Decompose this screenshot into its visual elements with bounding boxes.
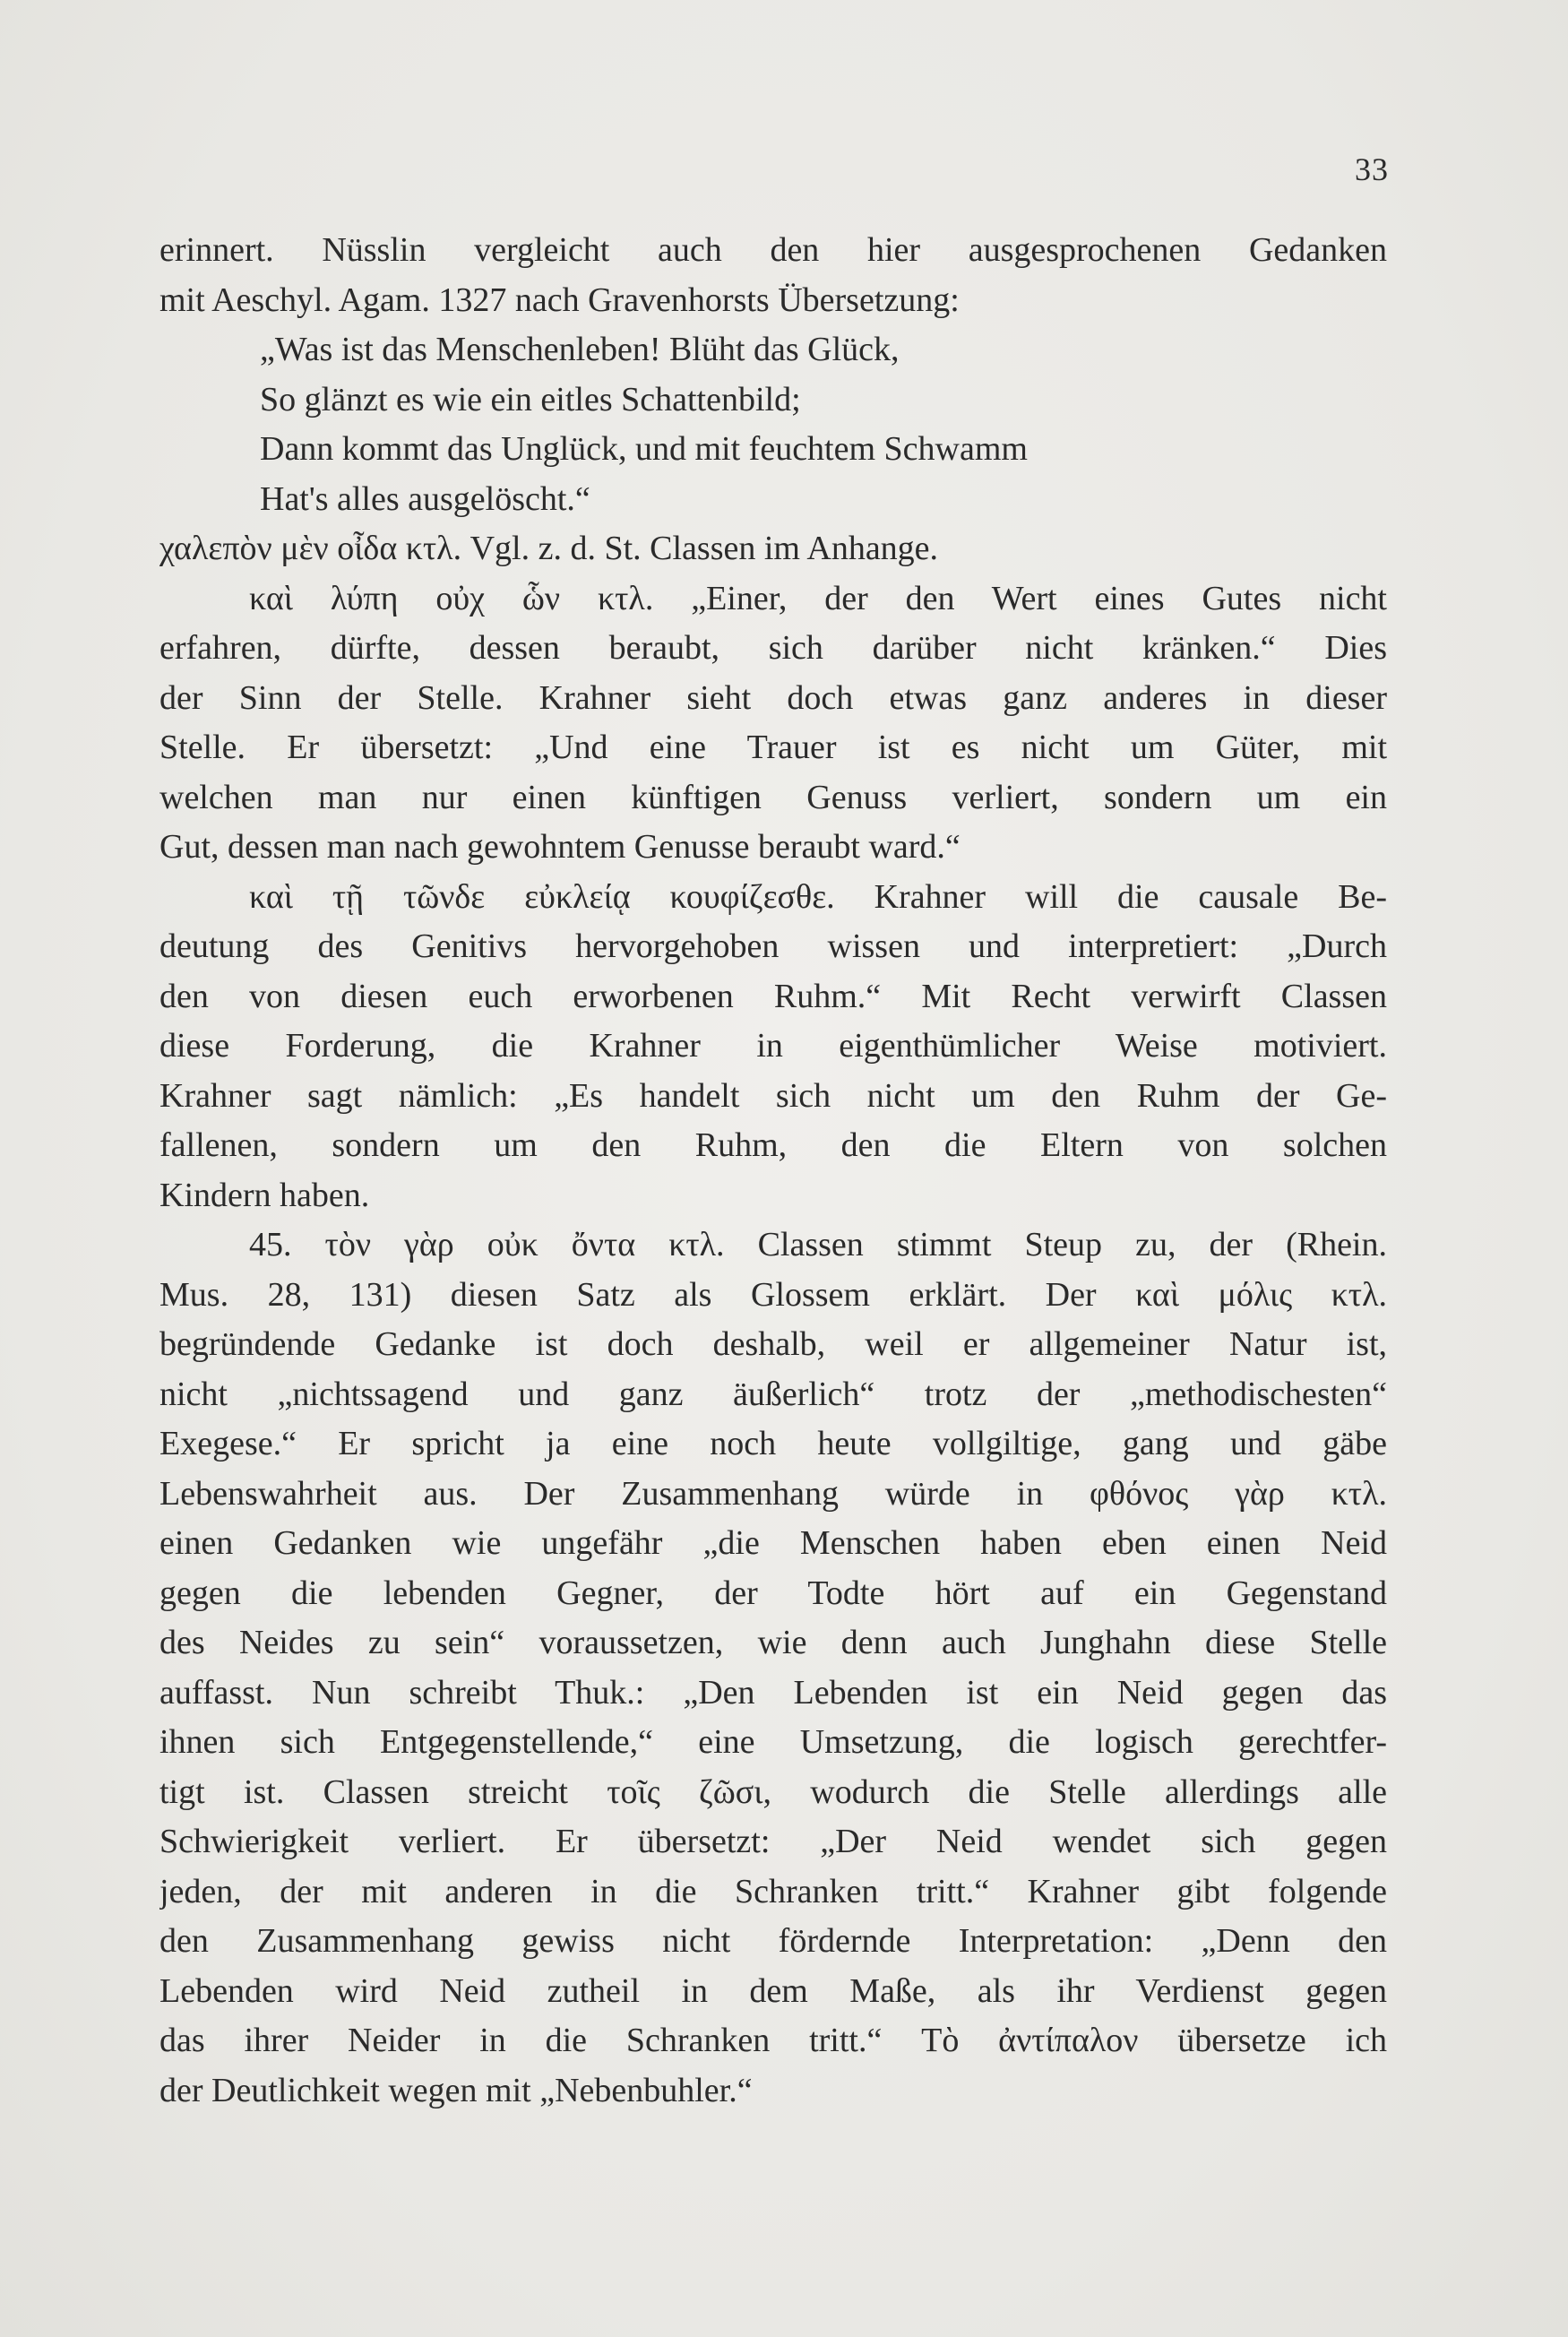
text-line: der Sinn der Stelle. Krahner sieht doch etwas ganz anderes in dieser bbox=[159, 678, 1387, 717]
text-line: Gut, dessen man nach gewohntem Genusse beraubt ward.“ bbox=[159, 828, 961, 866]
text-line: erinnert. Nüsslin vergleicht auch den hier ausgesprochenen Gedanken bbox=[159, 231, 1387, 269]
text-line: χαλεπὸν μὲν οἶδα κτλ. Vgl. z. d. St. Classen im Anhange. bbox=[159, 530, 939, 567]
text-line: gegen die lebenden Gegner, der Todte hört auf ein Gegenstand bbox=[159, 1574, 1387, 1612]
text-line: begründende Gedanke ist doch deshalb, weil er allgemeiner Natur ist, bbox=[159, 1325, 1387, 1363]
text-line: den Zusammenhang gewiss nicht fördernde Interpretation: „Denn den bbox=[159, 1922, 1387, 1960]
text-line: einen Gedanken wie ungefähr „die Menschen haben eben einen Neid bbox=[159, 1524, 1387, 1562]
text-line: καὶ λύπη οὐχ ὧν κτλ. „Einer, der den Wert eines Gutes nicht bbox=[249, 579, 1387, 617]
text-line: des Neides zu sein“ voraussetzen, wie denn auch Junghahn diese Stelle bbox=[159, 1624, 1387, 1661]
text-line: Lebenswahrheit aus. Der Zusammenhang würde in φθόνος γὰρ κτλ. bbox=[159, 1474, 1387, 1513]
text-line: der Deutlichkeit wegen mit „Nebenbuhler.“ bbox=[159, 2071, 753, 2109]
text-line: Exegese.“ Er spricht ja eine noch heute vollgiltige, gang und gäbe bbox=[159, 1425, 1387, 1462]
text-line: ihnen sich Entgegenstellende,“ eine Umsetzung, die logisch gerechtfer- bbox=[159, 1723, 1387, 1761]
text-line: erfahren, dürfte, dessen beraubt, sich darüber nicht kränken.“ Dies bbox=[159, 629, 1387, 667]
text-line: Krahner sagt nämlich: „Es handelt sich nicht um den Ruhm der Ge- bbox=[159, 1076, 1387, 1115]
text-line: fallenen, sondern um den Ruhm, den die Eltern von solchen bbox=[159, 1126, 1387, 1164]
text-line: 45. τὸν γὰρ οὐκ ὄντα κτλ. Classen stimmt Steup zu, der (Rhein. bbox=[249, 1226, 1387, 1263]
text-line: Dann kommt das Unglück, und mit feuchtem Schwamm bbox=[260, 430, 1028, 468]
text-line: Schwierigkeit verliert. Er übersetzt: „Der Neid wendet sich gegen bbox=[159, 1823, 1387, 1860]
text-line: auffasst. Nun schreibt Thuk.: „Den Lebenden ist ein Neid gegen das bbox=[159, 1673, 1387, 1712]
text-line: tigt ist. Classen streicht τοῖς ζῶσι, wodurch die Stelle allerdings alle bbox=[159, 1772, 1387, 1811]
text-line: καὶ τῇ τῶνδε εὐκλείᾳ κουφίζεσθε. Krahner will die causale Be- bbox=[249, 877, 1387, 916]
text-line: jeden, der mit anderen in die Schranken tritt.“ Krahner gibt folgende bbox=[159, 1872, 1387, 1910]
text-line: mit Aeschyl. Agam. 1327 nach Gravenhorsts Übersetzung: bbox=[159, 280, 960, 319]
text-line: So glänzt es wie ein eitles Schattenbild; bbox=[260, 380, 801, 418]
text-line: Lebenden wird Neid zutheil in dem Maße, als ihr Verdienst gegen bbox=[159, 1971, 1387, 2010]
text-line: Stelle. Er übersetzt: „Und eine Trauer ist es nicht um Güter, mit bbox=[159, 729, 1387, 766]
text-line: Hat's alles ausgelöscht.“ bbox=[260, 479, 590, 518]
text-line: diese Forderung, die Krahner in eigenthümlicher Weise motiviert. bbox=[159, 1027, 1387, 1065]
page-number: 33 bbox=[1355, 151, 1389, 187]
text-line: welchen man nur einen künftigen Genuss verliert, sondern um ein bbox=[159, 778, 1387, 816]
text-line: Mus. 28, 131) diesen Satz als Glossem erklärt. Der καὶ μόλις κτλ. bbox=[159, 1275, 1387, 1314]
text-line: das ihrer Neider in die Schranken tritt.“ Τὸ ἀντίπαλον übersetze ich bbox=[159, 2022, 1387, 2059]
body-text bbox=[159, 226, 1387, 2116]
text-line: „Was ist das Menschenleben! Blüht das Glück, bbox=[260, 331, 900, 368]
text-line: deutung des Genitivs hervorgehoben wissen und interpretiert: „Durch bbox=[159, 927, 1387, 965]
text-line: nicht „nichtssagend und ganz äußerlich“ trotz der „methodischesten“ bbox=[159, 1375, 1387, 1413]
text-line: den von diesen euch erworbenen Ruhm.“ Mit Recht verwirft Classen bbox=[159, 977, 1387, 1015]
text-line: Kindern haben. bbox=[159, 1176, 370, 1214]
